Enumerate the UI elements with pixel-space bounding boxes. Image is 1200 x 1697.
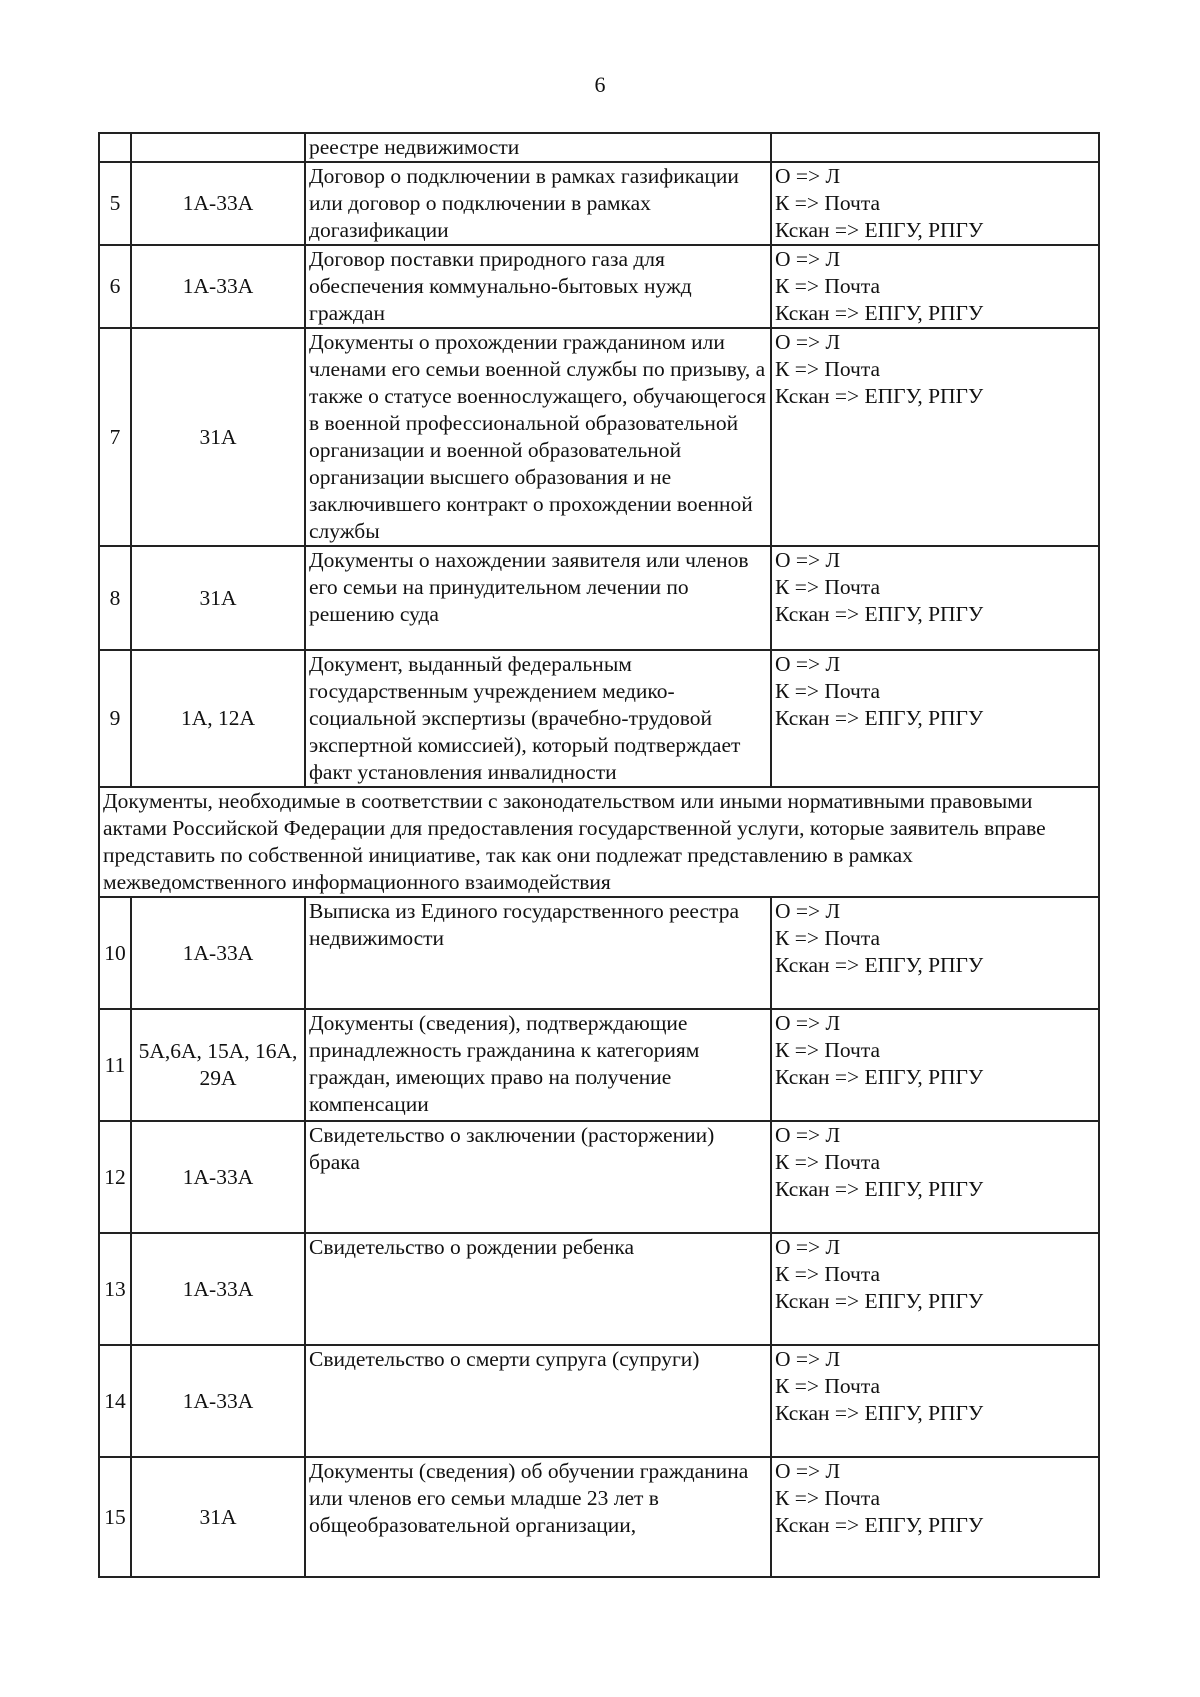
submission-method: О => Л bbox=[775, 899, 841, 923]
row-submission-methods bbox=[771, 1233, 1099, 1345]
table-row bbox=[99, 1233, 1099, 1345]
submission-method: К => Почта bbox=[775, 1374, 881, 1398]
table-row bbox=[99, 162, 1099, 245]
table-row bbox=[99, 546, 1099, 650]
page-number: 6 bbox=[594, 72, 606, 97]
row-code: 1А-33А bbox=[131, 245, 305, 328]
table-row bbox=[99, 1457, 1099, 1577]
submission-method: К => Почта bbox=[775, 1262, 881, 1286]
submission-method: К => Почта bbox=[775, 191, 881, 215]
row-submission-methods bbox=[771, 1457, 1099, 1577]
submission-method: О => Л bbox=[775, 164, 841, 188]
submission-method: О => Л bbox=[775, 1235, 841, 1259]
row-submission-methods bbox=[771, 1009, 1099, 1121]
row-document-name: Документы (сведения), подтверждающие принадлежность гражданина к категориям граждан, имеющих право на получение компенсации bbox=[305, 1009, 771, 1121]
row-document-name: Свидетельство о смерти супруга (супруги) bbox=[305, 1345, 771, 1457]
submission-method: О => Л bbox=[775, 1123, 841, 1147]
row-document-name: Документы о нахождении заявителя или членов его семьи на принудительном лечении по решению суда bbox=[305, 546, 771, 650]
row-document-cell: реестре недвижимости bbox=[305, 133, 771, 162]
row-code: 31А bbox=[131, 328, 305, 546]
submission-method: Кскан => ЕПГУ, РПГУ bbox=[775, 301, 984, 325]
row-submission-methods bbox=[771, 162, 1099, 245]
row-code-cell bbox=[131, 133, 305, 162]
submission-method: Кскан => ЕПГУ, РПГУ bbox=[775, 1401, 984, 1425]
documents-table bbox=[98, 132, 1100, 1578]
row-number: 8 bbox=[99, 546, 131, 650]
row-code: 31А bbox=[131, 546, 305, 650]
row-number: 13 bbox=[99, 1233, 131, 1345]
submission-method: Кскан => ЕПГУ, РПГУ bbox=[775, 953, 984, 977]
row-number: 9 bbox=[99, 650, 131, 787]
table-row bbox=[99, 328, 1099, 546]
submission-method: О => Л bbox=[775, 1459, 841, 1483]
row-submission-methods bbox=[771, 546, 1099, 650]
table-row bbox=[99, 650, 1099, 787]
row-document-name: Документы (сведения) об обучении гражданина или членов его семьи младше 23 лет в общеобразовательной организации, bbox=[305, 1457, 771, 1577]
row-code: 1А-33А bbox=[131, 162, 305, 245]
row-document-name: Выписка из Единого государственного реестра недвижимости bbox=[305, 897, 771, 1009]
submission-method: О => Л bbox=[775, 1347, 841, 1371]
submission-method: Кскан => ЕПГУ, РПГУ bbox=[775, 602, 984, 626]
row-code: 1А-33А bbox=[131, 1121, 305, 1233]
row-document-name: Свидетельство о рождении ребенка bbox=[305, 1233, 771, 1345]
submission-method: К => Почта bbox=[775, 679, 881, 703]
row-number: 11 bbox=[99, 1009, 131, 1121]
submission-method: Кскан => ЕПГУ, РПГУ bbox=[775, 1289, 984, 1313]
table-row bbox=[99, 1345, 1099, 1457]
row-code: 1А-33А bbox=[131, 897, 305, 1009]
submission-method: Кскан => ЕПГУ, РПГУ bbox=[775, 218, 984, 242]
row-code: 1А-33А bbox=[131, 1345, 305, 1457]
row-number: 5 bbox=[99, 162, 131, 245]
row-number: 15 bbox=[99, 1457, 131, 1577]
row-number: 10 bbox=[99, 897, 131, 1009]
submission-method: К => Почта bbox=[775, 1150, 881, 1174]
submission-method: О => Л bbox=[775, 247, 841, 271]
row-number-cell bbox=[99, 133, 131, 162]
table-row bbox=[99, 897, 1099, 1009]
submission-method: Кскан => ЕПГУ, РПГУ bbox=[775, 1177, 984, 1201]
submission-method: К => Почта bbox=[775, 1486, 881, 1510]
row-document-name: Свидетельство о заключении (расторжении) брака bbox=[305, 1121, 771, 1233]
row-number: 12 bbox=[99, 1121, 131, 1233]
row-document-name: Документы о прохождении гражданином или членами его семьи военной службы по призыву, а также о статусе военнослужащего, обучающегося в военной профессиональной образовательной организации и военной образовательной организации высшего образования и не заключившего контракт о прохождении военной службы bbox=[305, 328, 771, 546]
section-heading: Документы, необходимые в соответствии с законодательством или иными нормативными правовыми актами Российской Федерации для предоставления государственной услуги, которые заявитель вправе представить по собственной инициативе, так как они подлежат представлению в рамках межведомственного информационного взаимодействия bbox=[99, 787, 1099, 897]
submission-method: К => Почта bbox=[775, 274, 881, 298]
table-row bbox=[99, 1121, 1099, 1233]
submission-method: О => Л bbox=[775, 1011, 841, 1035]
submission-method: К => Почта bbox=[775, 1038, 881, 1062]
row-submission-methods bbox=[771, 650, 1099, 787]
row-document-name: Документ, выданный федеральным государственным учреждением медико-социальной экспертизы (врачебно-трудовой экспертной комиссией), который подтверждает факт установления инвалидности bbox=[305, 650, 771, 787]
submission-method: О => Л bbox=[775, 330, 841, 354]
submission-method: К => Почта bbox=[775, 575, 881, 599]
row-code: 1А-33А bbox=[131, 1233, 305, 1345]
section-heading-row bbox=[99, 787, 1099, 897]
row-code: 31А bbox=[131, 1457, 305, 1577]
row-submission-methods bbox=[771, 1121, 1099, 1233]
row-number: 7 bbox=[99, 328, 131, 546]
submission-method: Кскан => ЕПГУ, РПГУ bbox=[775, 1513, 984, 1537]
submission-method: К => Почта bbox=[775, 926, 881, 950]
row-document-name: Договор о подключении в рамках газификации или договор о подключении в рамках догазификации bbox=[305, 162, 771, 245]
submission-method: Кскан => ЕПГУ, РПГУ bbox=[775, 1065, 984, 1089]
row-document-name: Договор поставки природного газа для обеспечения коммунально-бытовых нужд граждан bbox=[305, 245, 771, 328]
row-submission-methods bbox=[771, 328, 1099, 546]
submission-method: О => Л bbox=[775, 548, 841, 572]
row-submission-methods bbox=[771, 245, 1099, 328]
row-code: 1А, 12А bbox=[131, 650, 305, 787]
submission-method: К => Почта bbox=[775, 357, 881, 381]
row-number: 6 bbox=[99, 245, 131, 328]
row-method-cell bbox=[771, 133, 1099, 162]
row-submission-methods bbox=[771, 897, 1099, 1009]
row-code: 5А,6А, 15А, 16А, 29А bbox=[131, 1009, 305, 1121]
submission-method: Кскан => ЕПГУ, РПГУ bbox=[775, 706, 984, 730]
submission-method: О => Л bbox=[775, 652, 841, 676]
row-submission-methods bbox=[771, 1345, 1099, 1457]
table-row-continuation bbox=[99, 133, 1099, 162]
row-number: 14 bbox=[99, 1345, 131, 1457]
table-row bbox=[99, 245, 1099, 328]
table-row bbox=[99, 1009, 1099, 1121]
submission-method: Кскан => ЕПГУ, РПГУ bbox=[775, 384, 984, 408]
